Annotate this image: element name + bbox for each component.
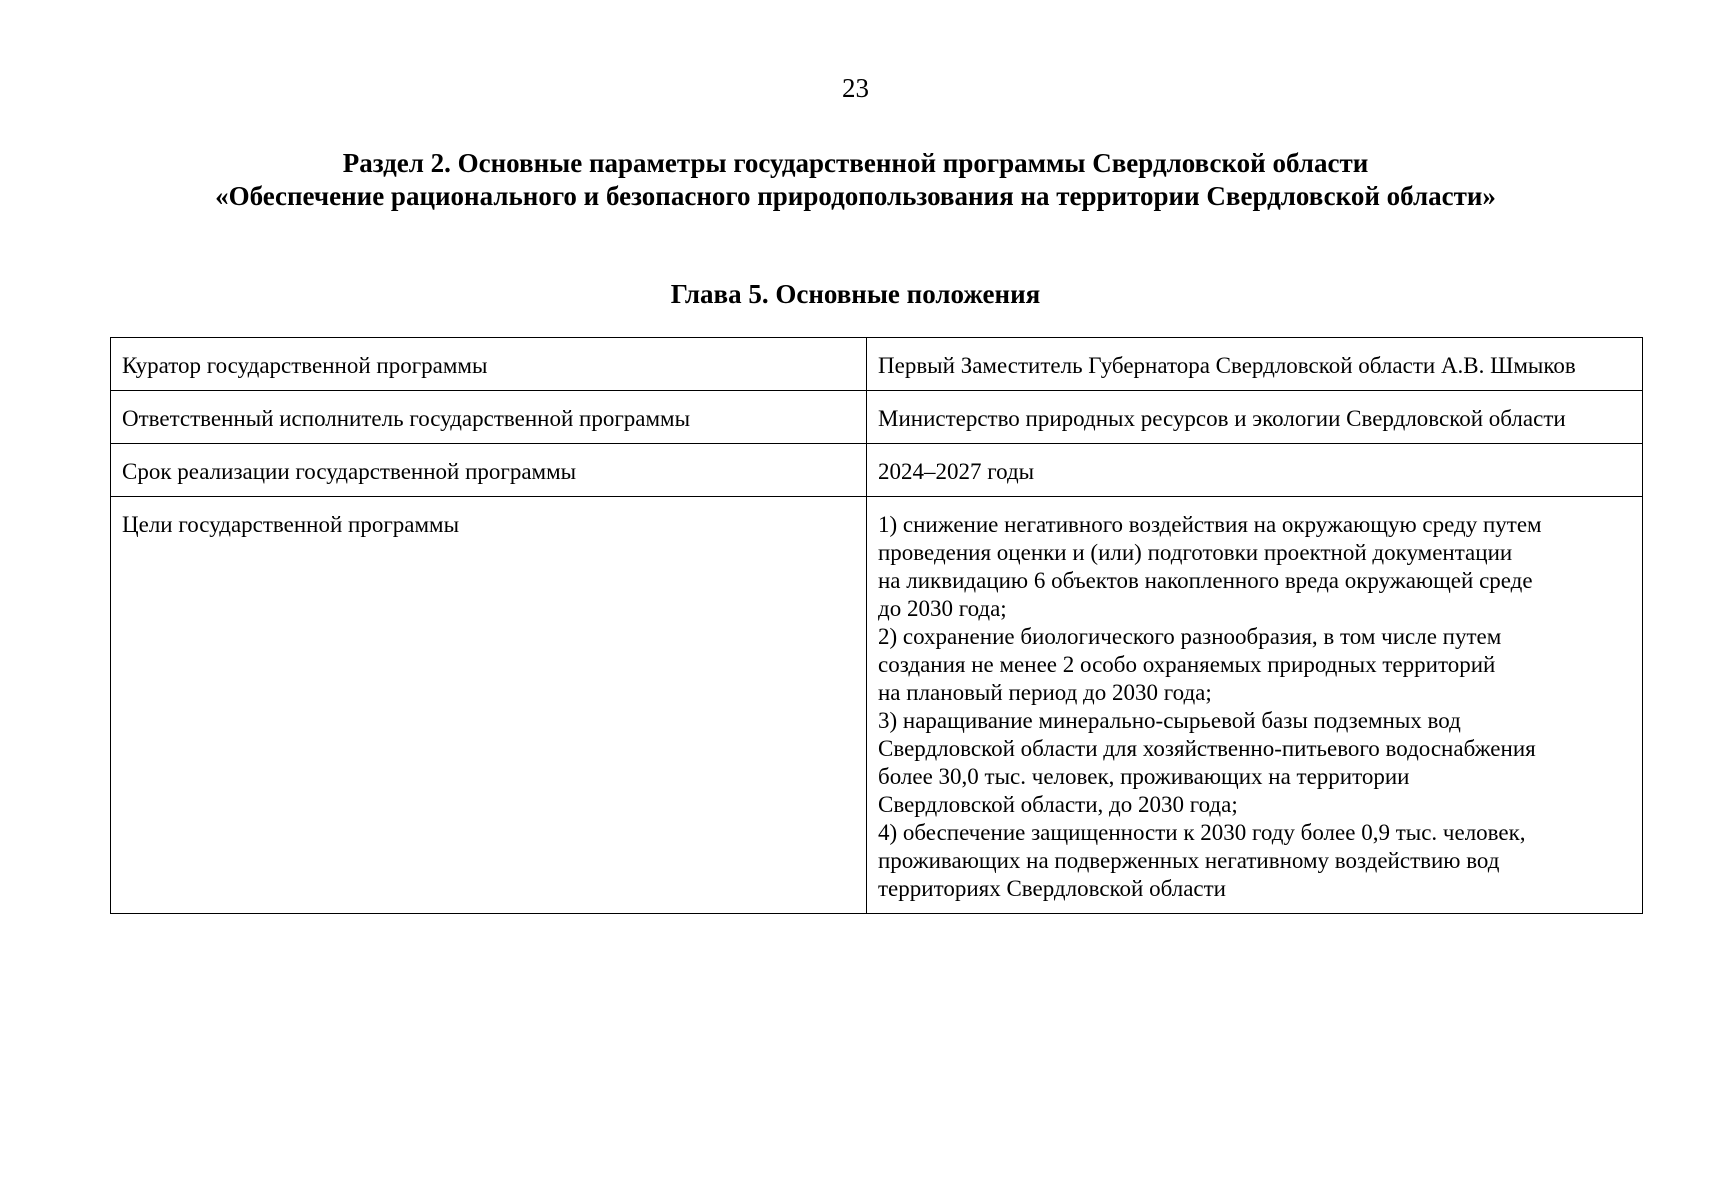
goals-line: Свердловской области для хозяйственно-питьевого водоснабжения [878,736,1536,761]
executor-label: Ответственный исполнитель государственной программы [111,391,867,444]
goals-line: 1) снижение негативного воздействия на окружающую среду путем [878,512,1542,537]
goals-line: на ликвидацию 6 объектов накопленного вреда окружающей среде [878,568,1533,593]
goals-line: проживающих на подверженных негативному воздействию вод [878,848,1500,873]
executor-value: Министерство природных ресурсов и экологии Свердловской области [867,391,1643,444]
goals-line: создания не менее 2 особо охраняемых природных территорий [878,652,1496,677]
goals-line: территориях Свердловской области [878,876,1226,901]
goals-line: до 2030 года; [878,596,1007,621]
table-row-term [111,444,1643,497]
page-number: 23 [842,73,869,103]
goals-line: проведения оценки и (или) подготовки проектной документации [878,540,1513,565]
curator-label: Куратор государственной программы [111,338,867,391]
table-row-curator [111,338,1643,391]
curator-value: Первый Заместитель Губернатора Свердловской области А.В. Шмыков [867,338,1643,391]
goals-line: 3) наращивание минерально-сырьевой базы подземных вод [878,708,1461,733]
goals-line: 4) обеспечение защищенности к 2030 году более 0,9 тыс. человек, [878,820,1526,845]
goals-line: более 30,0 тыс. человек, проживающих на территории [878,764,1410,789]
section-title [0,147,1711,213]
goals-line: 2) сохранение биологического разнообразия, в том числе путем [878,624,1502,649]
table-row-goals [111,497,1643,914]
goals-label: Цели государственной программы [111,497,867,914]
section-title-line-2: «Обеспечение рационального и безопасного природопользования на территории Свердловской области» [215,181,1496,211]
goals-line: на плановый период до 2030 года; [878,680,1212,705]
chapter-title: Глава 5. Основные положения [670,279,1041,309]
program-parameters-table [110,337,1643,914]
term-label: Срок реализации государственной программы [111,444,867,497]
term-value: 2024–2027 годы [867,444,1643,497]
section-title-line-1: Раздел 2. Основные параметры государственной программы Свердловской области [342,148,1369,178]
table-row-executor [111,391,1643,444]
goals-value [867,497,1643,914]
goals-line: Свердловской области, до 2030 года; [878,792,1238,817]
